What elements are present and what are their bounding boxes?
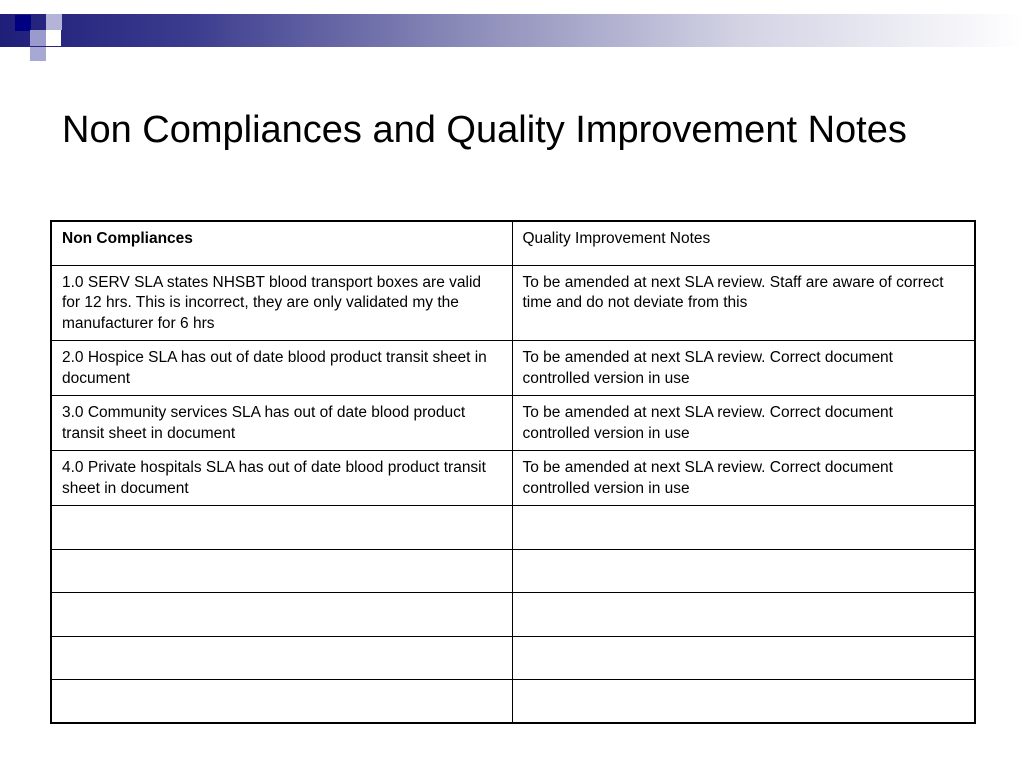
note-cell: To be amended at next SLA review. Staff are aware of correct time and do not deviate from this [512, 265, 975, 341]
empty-cell [512, 636, 975, 680]
table-row [51, 451, 975, 506]
empty-cell [512, 506, 975, 550]
empty-cell [51, 506, 512, 550]
decorative-square [15, 15, 31, 31]
note-cell: To be amended at next SLA review. Correct document controlled version in use [512, 341, 975, 396]
decorative-square [46, 30, 61, 46]
empty-cell [51, 680, 512, 724]
empty-cell [51, 593, 512, 637]
table-row [51, 341, 975, 396]
empty-cell [512, 549, 975, 593]
empty-cell [512, 680, 975, 724]
decorative-square [30, 47, 46, 61]
header-non-compliances: Non Compliances [51, 221, 512, 265]
decorative-square [30, 30, 46, 46]
non-compliance-cell: 1.0 SERV SLA states NHSBT blood transport boxes are valid for 12 hrs. This is incorrect, they are only validated my the manufacturer for 6 hrs [51, 265, 512, 341]
empty-cell [51, 549, 512, 593]
non-compliance-cell: 2.0 Hospice SLA has out of date blood product transit sheet in document [51, 341, 512, 396]
decorative-square [46, 14, 62, 30]
non-compliance-cell: 4.0 Private hospitals SLA has out of date blood product transit sheet in document [51, 451, 512, 506]
empty-cell [512, 593, 975, 637]
header-gradient-bar [0, 14, 1024, 47]
decorative-square [62, 0, 78, 14]
compliance-table [50, 220, 976, 724]
empty-table-row [51, 549, 975, 593]
empty-table-row [51, 636, 975, 680]
empty-table-row [51, 593, 975, 637]
empty-table-row [51, 680, 975, 724]
table-row [51, 396, 975, 451]
slide-title: Non Compliances and Quality Improvement Notes [62, 109, 907, 151]
table-row [51, 265, 975, 341]
header-quality-improvement-notes: Quality Improvement Notes [512, 221, 975, 265]
empty-cell [51, 636, 512, 680]
empty-table-row [51, 506, 975, 550]
note-cell: To be amended at next SLA review. Correct document controlled version in use [512, 396, 975, 451]
table-header-row [51, 221, 975, 265]
note-cell: To be amended at next SLA review. Correct document controlled version in use [512, 451, 975, 506]
non-compliance-cell: 3.0 Community services SLA has out of date blood product transit sheet in document [51, 396, 512, 451]
